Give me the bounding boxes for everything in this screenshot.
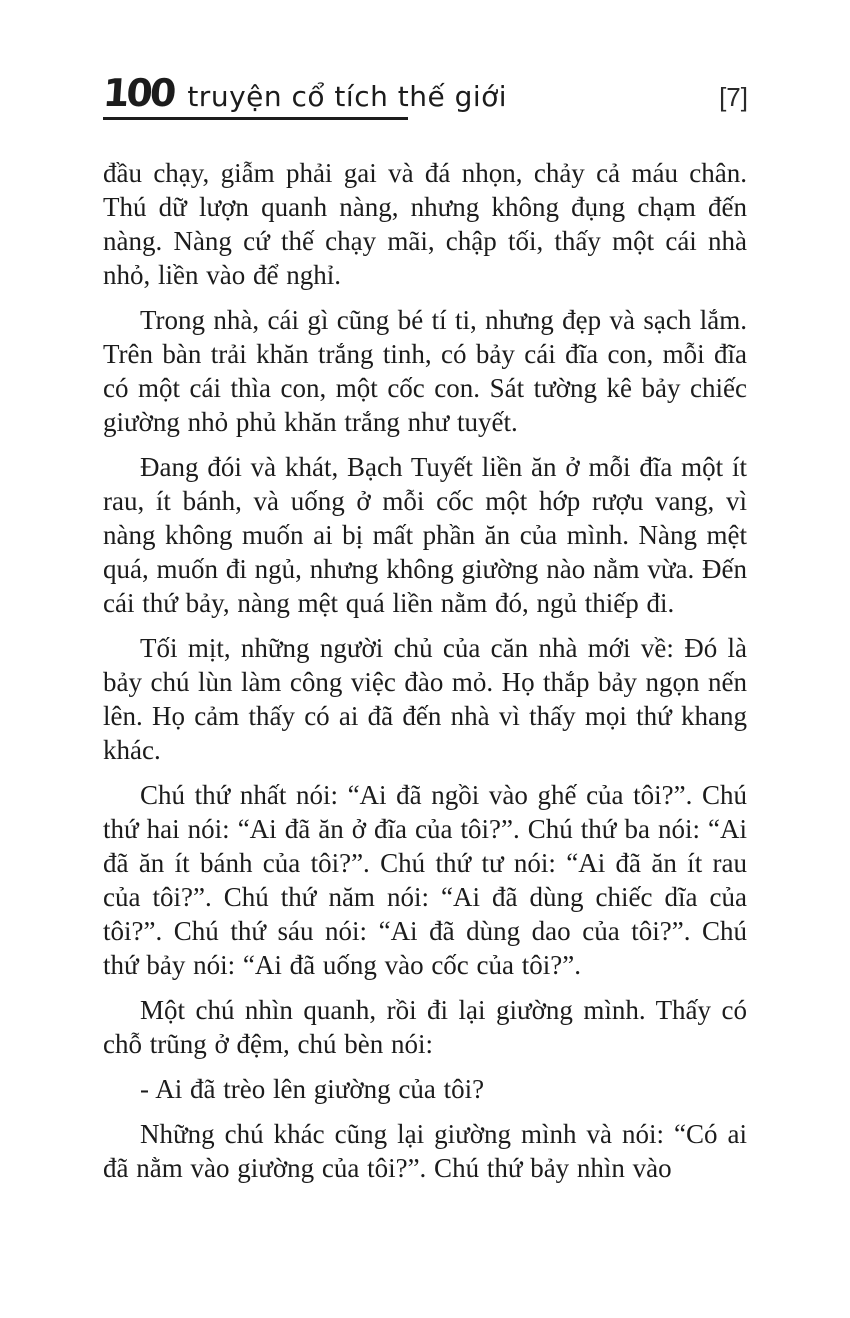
- page-number: [7]: [719, 82, 748, 112]
- logo-title: truyện cổ tích thế giới: [187, 80, 508, 113]
- story-paragraph: Chú thứ nhất nói: “Ai đã ngồi vào ghế của tôi?”. Chú thứ hai nói: “Ai đã ăn ở đĩa của tôi?”. Chú thứ ba nói: “Ai đã ăn ít bánh của tôi?”. Chú thứ tư nói: “Ai đã ăn ít rau của tôi?”. Chú thứ năm nói: “Ai đã dùng chiếc dĩa của tôi?”. Chú thứ sáu nói: “Ai đã dùng dao của tôi?”. Chú thứ bảy nói: “Ai đã uống vào cốc của tôi?”.: [103, 780, 747, 980]
- story-paragraph: - Ai đã trèo lên giường của tôi?: [140, 1074, 485, 1104]
- story-paragraph: Trong nhà, cái gì cũng bé tí ti, nhưng đẹp và sạch lắm. Trên bàn trải khăn trắng tinh, có bảy cái đĩa con, mỗi đĩa có một cái thìa con, một cốc con. Sát tường kê bảy chiếc giường nhỏ phủ khăn trắng như tuyết.: [103, 305, 747, 437]
- series-logo: [101, 71, 748, 115]
- page-header: [101, 71, 748, 122]
- story-paragraph: Những chú khác cũng lại giường mình và nói: “Có ai đã nằm vào giường của tôi?”. Chú thứ bảy nhìn vào: [103, 1119, 747, 1183]
- story-paragraph: Một chú nhìn quanh, rồi đi lại giường mình. Thấy có chỗ trũng ở đệm, chú bèn nói:: [103, 995, 747, 1059]
- story-paragraph: Đang đói và khát, Bạch Tuyết liền ăn ở mỗi đĩa một ít rau, ít bánh, và uống ở mỗi cốc một hớp rượu vang, vì nàng không muốn ai bị mất phần ăn của mình. Nàng mệt quá, muốn đi ngủ, nhưng không giường nào nằm vừa. Đến cái thứ bảy, nàng mệt quá liền nằm đó, ngủ thiếp đi.: [103, 452, 747, 618]
- logo-number: 100: [101, 71, 175, 115]
- header-underline: [103, 117, 408, 120]
- story-paragraph: Tối mịt, những người chủ của căn nhà mới về: Đó là bảy chú lùn làm công việc đào mỏ. Họ thắp bảy ngọn nến lên. Họ cảm thấy có ai đã đến nhà vì thấy mọi thứ khang khác.: [103, 633, 747, 765]
- story-text: [103, 156, 747, 1196]
- story-paragraph: đầu chạy, giẫm phải gai và đá nhọn, chảy cả máu chân. Thú dữ lượn quanh nàng, nhưng không đụng chạm đến nàng. Nàng cứ thế chạy mãi, chập tối, thấy một cái nhà nhỏ, liền vào để nghỉ.: [103, 158, 747, 290]
